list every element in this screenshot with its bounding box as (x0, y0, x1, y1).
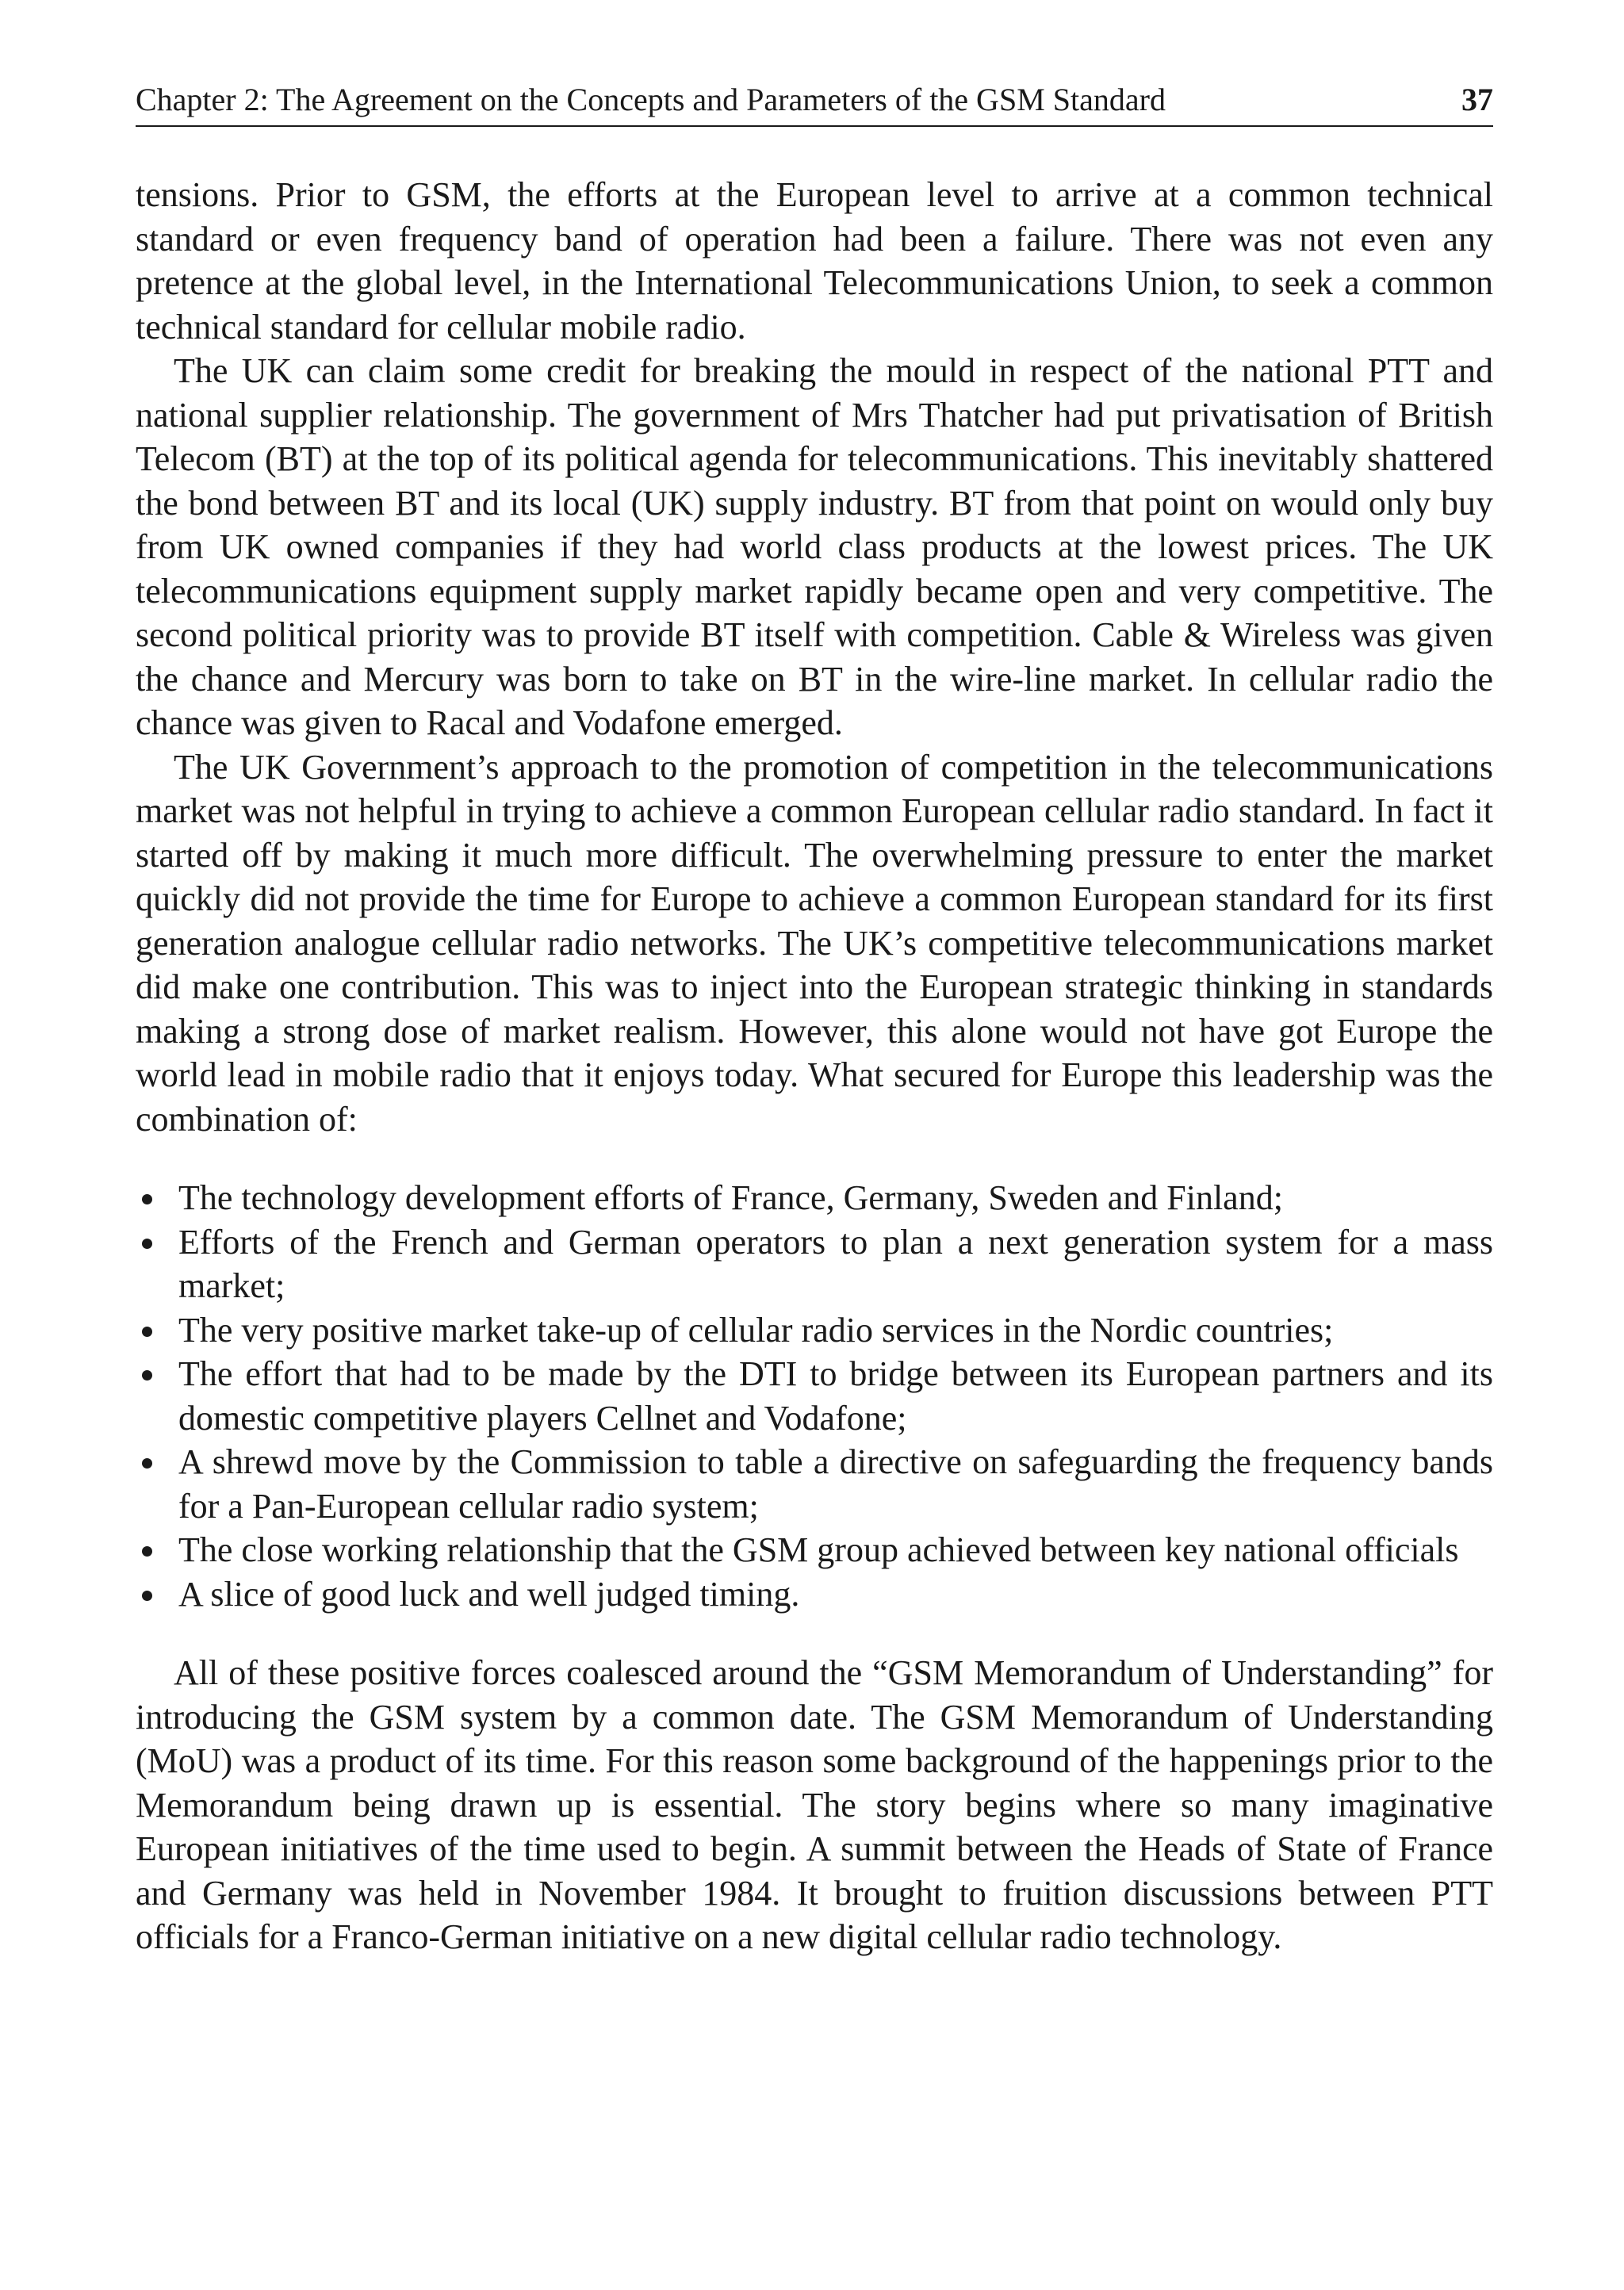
page-number: 37 (1461, 82, 1493, 117)
list-item: A slice of good luck and well judged timing. (136, 1572, 1493, 1617)
bullet-list (136, 1176, 1493, 1616)
paragraph-continuation: tensions. Prior to GSM, the efforts at the European level to arrive at a common technical standard or even frequency band of operation had been a failure. There was not even any pretence at the global level, in the International Telecommunications Union, to seek a common technical standard for cellular mobile radio. (136, 175, 1493, 347)
bullet-icon (142, 1239, 152, 1249)
list-item: The technology development efforts of France, Germany, Sweden and Finland; (136, 1176, 1493, 1220)
bullet-icon (142, 1591, 152, 1601)
body-text (136, 173, 1493, 1959)
list-item: The effort that had to be made by the DTI to bridge between its European partners and its domestic competitive players Cellnet and Vodafone; (136, 1352, 1493, 1440)
bullet-icon (142, 1194, 152, 1204)
list-item: The close working relationship that the GSM group achieved between key national officials (136, 1528, 1493, 1572)
paragraph-gsm-mou: All of these positive forces coalesced around the “GSM Memorandum of Understanding” for introducing the GSM system by a common date. The GSM Memorandum of Understanding (MoU) was a product of its time. For this reason some background of the happenings prior to the Memorandum being drawn up is essential. The story begins where so many imaginative European initiatives of the time used to begin. A summit between the Heads of State of France and Germany was held in November 1984. It brought to fruition discussions between PTT officials for a Franco-German initiative on a new digital cellular radio technology. (136, 1653, 1493, 1956)
list-item: A shrewd move by the Commission to table a directive on safeguarding the frequency bands for a Pan-European cellular radio system; (136, 1440, 1493, 1528)
bullet-icon (142, 1458, 152, 1469)
book-page (136, 79, 1493, 1959)
paragraph-uk-government: The UK Government’s approach to the promotion of competition in the telecommunications market was not helpful in trying to achieve a common European cellular radio standard. In fact it started off by making it much more difficult. The overwhelming pressure to enter the market quickly did not provide the time for Europe to achieve a common European standard for its first generation analogue cellular radio networks. The UK’s competitive telecommunications market did make one contribution. This was to inject into the European strategic thinking in standards making a strong dose of market realism. However, this alone would not have got Europe the world lead in mobile radio that it enjoys today. What secured for Europe this leadership was the combination of: (136, 747, 1493, 1139)
bullet-icon (142, 1327, 152, 1337)
paragraph-uk-credit: The UK can claim some credit for breaking the mould in respect of the national PTT and national supplier relationship. The government of Mrs Thatcher had put privatisation of British Telecom (BT) at the top of its political agenda for telecommunications. This inevitably shattered the bond between BT and its local (UK) supply industry. BT from that point on would only buy from UK owned companies if they had world class products at the lowest prices. The UK telecommunications equipment supply market rapidly became open and very competitive. The second political priority was to provide BT itself with competition. Cable & Wireless was given the chance and Mercury was born to take on BT in the wire-line market. In cellular radio the chance was given to Racal and Vodafone emerged. (136, 351, 1493, 742)
chapter-title: Chapter 2: The Agreement on the Concepts and Parameters of the GSM Standard (136, 82, 1166, 117)
bullet-icon (142, 1546, 152, 1557)
bullet-icon (142, 1370, 152, 1381)
list-item: The very positive market take-up of cellular radio services in the Nordic countries; (136, 1308, 1493, 1353)
list-item: Efforts of the French and German operators to plan a next generation system for a mass market; (136, 1220, 1493, 1308)
running-header (136, 79, 1493, 127)
